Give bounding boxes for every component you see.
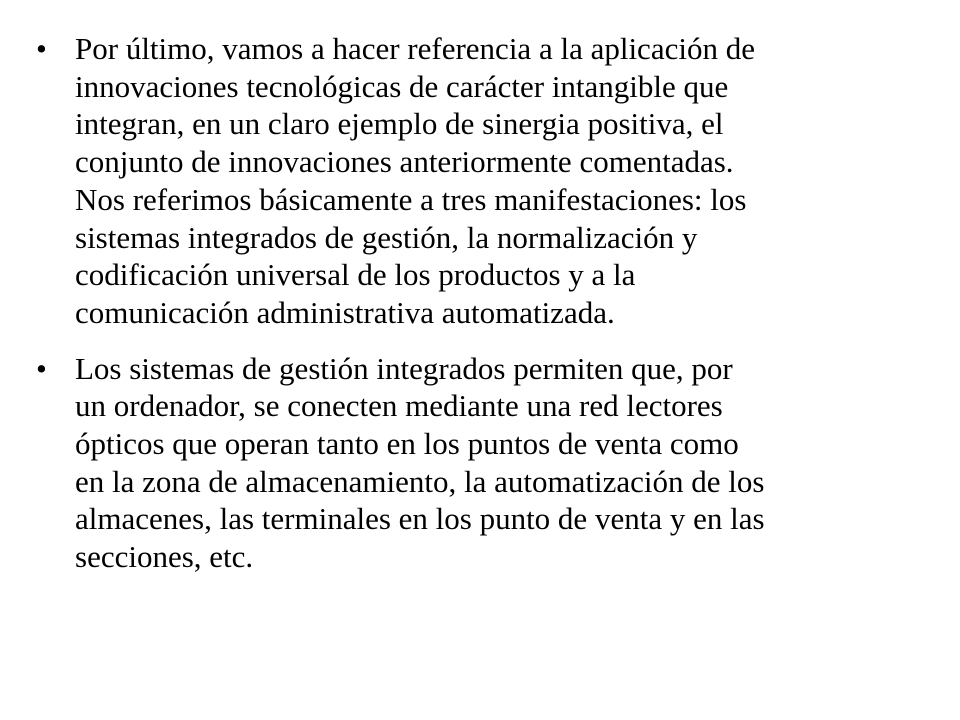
bullet-item-2 xyxy=(36,350,920,576)
text-line: Los sistemas de gestión integrados permiten que, por xyxy=(75,350,733,386)
text-line: Nos referimos básicamente a tres manifestaciones: los xyxy=(75,181,747,217)
text-line: comunicación administrativa automatizada. xyxy=(75,294,615,330)
bullet-icon: • xyxy=(36,350,47,386)
text-line: en la zona de almacenamiento, la automatización de los xyxy=(75,463,765,499)
text-line: secciones, etc. xyxy=(75,539,254,575)
text-line: innovaciones tecnológicas de carácter intangible que xyxy=(75,68,729,104)
text-line: sistemas integrados de gestión, la normalización y xyxy=(75,219,698,255)
text-line: almacenes, las terminales en los punto de venta y en las xyxy=(75,501,765,537)
text-line: Por último, vamos a hacer referencia a la aplicación de xyxy=(75,31,755,66)
bullet-icon: • xyxy=(36,31,47,66)
text-line: integran, en un claro ejemplo de sinergia positiva, el xyxy=(75,106,724,142)
text-line: ópticos que operan tanto en los puntos de venta como xyxy=(75,426,739,462)
bullet-item-1 xyxy=(36,30,920,332)
text-line: un ordenador, se conecten mediante una red lectores xyxy=(75,388,723,424)
text-line: codificación universal de los productos y a la xyxy=(75,257,636,293)
bullet-list xyxy=(36,30,920,576)
text-line: conjunto de innovaciones anteriormente comentadas. xyxy=(75,144,734,180)
